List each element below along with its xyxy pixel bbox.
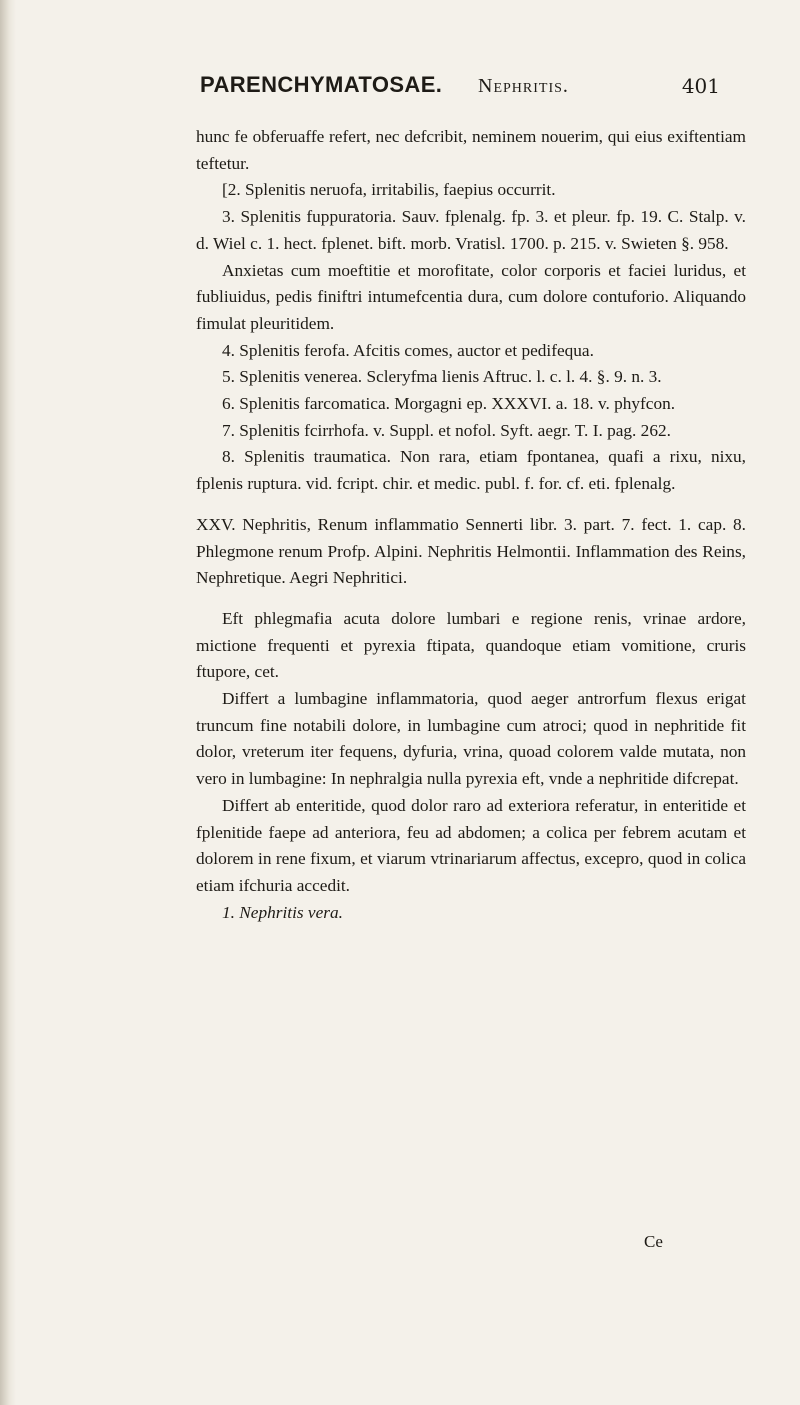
page-header <box>200 72 720 112</box>
paragraph: Differt a lumbagine inflammatoria, quod aeger antrorfum flexus erigat truncum fine notabili dolore, in lumbagine cum atroci; quod in nephritide fit dolor, vreterum iter fequens, dyfuria, vrina, quoad colorem valde mutata, non vero in lumbagine: In nephralgia nulla pyrexia eft, vnde a nephritide difcrepat. <box>196 689 746 789</box>
entry-splenitis-3: 3. Splenitis fuppuratoria. Sauv. fplenalg. fp. 3. et pleur. fp. 19. C. Stalp. v. d. Wiel c. 1. hect. fplenet. bift. morb. Vratisl. 1700. p. 215. v. Swieten §. 958. <box>196 207 746 253</box>
page-gutter-shadow <box>0 0 16 1405</box>
running-head: PARENCHYMATOSAE. <box>200 72 443 97</box>
page-number: 401 <box>681 74 720 98</box>
body-text <box>196 124 746 926</box>
entry-splenitis-5: 5. Splenitis venerea. Scleryfma lienis Aftruc. l. c. l. 4. §. 9. n. 3. <box>222 367 662 387</box>
paragraph: Anxietas cum moeftitie et morofitate, color corporis et faciei luridus, et fubliuidus, pedis finiftri intumefcentia dura, cum dolore contuforio. Aliquando fimulat pleuritidem. <box>196 260 746 333</box>
entry-nephritis-vera: 1. Nephritis vera. <box>222 902 343 922</box>
paragraph: hunc fe obferuaffe refert, nec defcribit, neminem nouerim, qui eius exiftentiam teftetur. <box>196 127 746 173</box>
entry-splenitis-4: 4. Splenitis ferofa. Afcitis comes, auctor et pedifequa. <box>222 340 594 360</box>
section-head: Nephritis. <box>478 75 569 97</box>
entry-splenitis-7: 7. Splenitis fcirrhofa. v. Suppl. et nofol. Syft. aegr. T. I. pag. 262. <box>222 420 671 440</box>
entry-nephritis-heading: XXV. Nephritis, Renum inflammatio Sennerti libr. 3. part. 7. fect. 1. cap. 8. Phlegmone renum Profp. Alpini. Nephritis Helmontii. Inflammation des Reins, Nephretique. Aegri Nephritici. <box>196 514 746 588</box>
section-gap <box>196 498 746 512</box>
catchword: Ce <box>644 1232 663 1251</box>
entry-splenitis-2: [2. Splenitis neruofa, irritabilis, faepius occurrit. <box>222 180 556 200</box>
entry-splenitis-6: 6. Splenitis farcomatica. Morgagni ep. XXXVI. a. 18. v. phyfcon. <box>222 394 676 414</box>
paragraph: Differt ab enteritide, quod dolor raro ad exteriora referatur, in enteritide et fplenitide faepe ad anteriora, feu ad abdomen; a colica per febrem acutam et dolorem in rene fixum, et viarum vtrinariarum affectus, excepro, quod in colica etiam ifchuria accedit. <box>196 795 746 895</box>
paragraph: Eft phlegmafia acuta dolore lumbari e regione renis, vrinae ardore, mictione frequenti et pyrexia ftipata, quandoque etiam vomitione, cruris ftupore, cet. <box>196 608 746 682</box>
entry-splenitis-8: 8. Splenitis traumatica. Non rara, etiam fpontanea, quafi a rixu, nixu, fplenis ruptura. vid. fcript. chir. et medic. publ. f. for. cf. eti. fplenalg. <box>196 447 746 494</box>
section-gap <box>196 592 746 606</box>
